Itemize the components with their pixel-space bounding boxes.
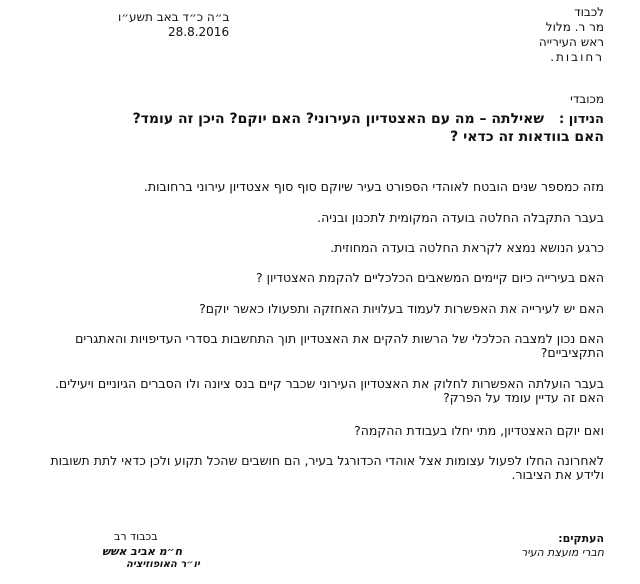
paragraph-2: בעבר התקבלה החלטה בועדה המקומית לתכנון ובניה. <box>317 210 604 225</box>
paragraph-6: האם נכון למצבה הכלכלי של הרשות להקים את האצטדיון תוך התחשבות בסדרי העדיפויות והאתגרים התקציביים? <box>75 331 604 360</box>
recipient-city: רחובות. <box>550 50 604 64</box>
paragraph-1: מזה כמספר שנים הובטח לאוהדי הספורט בעיר שיוקם סוף סוף אצטדיון עירוני ברחובות. <box>143 179 604 194</box>
paragraph-7: בעבר הועלתה האפשרות לחלוק את האצטדיון העירוני שכבר קיים בנס ציונה ולו הסברים הגיוניים ויעילים. האם זה עדיין עומד על הפרק? <box>54 376 604 405</box>
greeting: מכובדי <box>570 92 604 106</box>
signer-name: ח״מ אביב אשש <box>102 545 183 558</box>
cc-label: העתקים: <box>558 532 604 545</box>
paragraph-9: לאחרונה החלו לפעול עצומות אצל אוהדי הכדורגל בעיר, הם חושבים שהכל תקוע ולכן כדאי לתת תשובות ולידע את הציבור. <box>50 453 604 482</box>
signer-title: יו״ר האופוזיציה <box>126 559 200 570</box>
subject-line-2: האם בוודאות זה כדאי ? <box>450 129 604 145</box>
paragraph-3: כרגע הנושא נמצא לקראת החלטה בועדה המחוזית. <box>330 240 604 255</box>
hebrew-date: ב״ה כ״ד באב תשע״ו <box>118 10 230 24</box>
paragraph-5: האם יש לעירייה את האפשרות לעמוד בעלויות האחזקה ותפעולו כאשר יוקם? <box>199 301 604 316</box>
subject-line-1: שאילתה – מה עם האצטדיון העירוני? האם יוקם? היכן זה עומד? <box>132 111 544 127</box>
recipient-name: מר ר. מלול <box>545 20 604 34</box>
closing: בכבוד רב <box>114 530 158 543</box>
gregorian-date: 28.8.2016 <box>168 25 230 39</box>
paragraph-8: ואם יוקם האצטדיון, מתי יחלו בעבודת ההקמה? <box>354 423 604 438</box>
subject-label: הנידון : <box>559 112 604 127</box>
recipient-title: ראש העירייה <box>538 35 604 49</box>
cc-item: חברי מועצת העיר <box>520 546 604 559</box>
recipient-to: לכבוד <box>574 5 604 19</box>
paragraph-4: האם בעירייה כיום קיימים המשאבים הכלכליים להקמת האצטדיון ? <box>255 270 604 285</box>
